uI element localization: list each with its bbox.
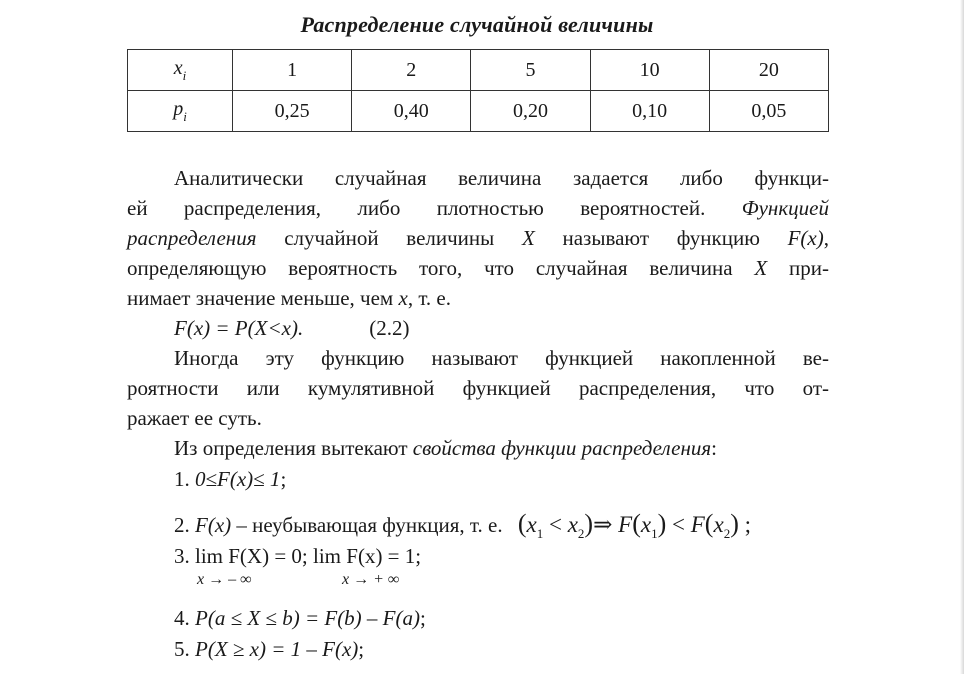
text-run: : xyxy=(711,436,717,460)
text-run: определяющую вероятность того, что случайная величина xyxy=(127,256,733,280)
limit-subscript-minus-infinity: x → – ∞ xyxy=(197,571,252,588)
limit-subscript-plus-infinity: x → + ∞ xyxy=(342,571,400,588)
paren: ( xyxy=(704,509,714,538)
item-number: 4. xyxy=(174,606,190,630)
var-italic: X xyxy=(754,256,768,280)
property-item-1 xyxy=(174,464,829,494)
paren: ) xyxy=(657,509,667,538)
math-subscript: 1 xyxy=(536,526,544,541)
text-run: , т. е. xyxy=(407,286,451,310)
paragraph-line: Иногда эту функцию называют функцией накопленной ве- xyxy=(174,346,829,370)
text-run: ; xyxy=(420,606,426,630)
distribution-table xyxy=(127,49,829,132)
formula-line xyxy=(174,313,829,343)
math-op: < xyxy=(672,512,685,537)
paren: ( xyxy=(517,509,527,538)
formula-inline: F(x) xyxy=(787,226,824,250)
paragraph-line: ражает ее суть. xyxy=(127,406,262,430)
text-run: ; xyxy=(358,637,365,661)
paren: ) xyxy=(584,509,594,538)
property-item-5 xyxy=(174,634,829,664)
implies-symbol: ⇒ xyxy=(593,512,613,537)
math-subscript: 1 xyxy=(651,526,658,541)
text-run: ей распределения, либо плотностью вероятностей. xyxy=(127,196,706,220)
table-cell: 0,25 xyxy=(233,91,352,132)
property-item-2 xyxy=(174,509,829,543)
table-row xyxy=(128,91,829,132)
math-var: F xyxy=(618,512,633,537)
formula-inline: F(x) xyxy=(195,513,232,537)
text-run: ; xyxy=(744,512,751,537)
row-header-x xyxy=(128,50,233,91)
var-italic: X xyxy=(521,226,535,250)
item-number: 1. xyxy=(174,467,190,491)
section-title: Распределение случайной величины xyxy=(300,12,654,37)
item-number: 5. xyxy=(174,637,190,661)
paren: ) xyxy=(730,509,739,538)
math-var: F xyxy=(690,512,705,537)
formula-number: (2.2) xyxy=(369,316,410,340)
term-italic: свойства функции распределения xyxy=(412,436,712,460)
math-var: x xyxy=(526,512,537,537)
math-subscript: 2 xyxy=(577,526,585,541)
text-run: случайной величины xyxy=(284,226,495,250)
math-subscript: 2 xyxy=(723,526,731,541)
paragraph-line xyxy=(174,433,829,463)
table-row xyxy=(128,50,829,91)
table-cell: 2 xyxy=(352,50,471,91)
term-italic: Функцией xyxy=(741,196,829,220)
term-italic: распределения xyxy=(127,226,257,250)
table-cell: 0,10 xyxy=(590,91,709,132)
table-cell: 0,20 xyxy=(471,91,590,132)
row-header-p xyxy=(128,91,233,132)
page-edge-shadow xyxy=(960,0,964,674)
table-cell: 20 xyxy=(709,50,828,91)
text-run: нимает значение меньше, чем xyxy=(127,286,394,310)
monotonic-formula xyxy=(517,509,751,541)
paren: ( xyxy=(632,509,641,538)
paragraph-line xyxy=(127,253,829,283)
paragraph-line xyxy=(127,283,829,313)
math-var: x xyxy=(713,512,724,537)
text-run: называют функцию xyxy=(562,226,760,250)
formula-expression: P(X ≥ x) = 1 – F(x) xyxy=(195,637,359,661)
table-cell: 10 xyxy=(590,50,709,91)
formula-expression: F(x) = P(X<x). xyxy=(174,316,304,340)
row-header-subscript: i xyxy=(183,108,187,124)
table-cell: 0,40 xyxy=(352,91,471,132)
text-run: ; xyxy=(280,467,287,491)
text-run: – неубывающая функция, т. е. xyxy=(236,513,503,537)
paragraph-line xyxy=(127,193,829,223)
property-item-3: 3. lim F(X) = 0; lim F(x) = 1; xyxy=(174,544,422,568)
math-op: < xyxy=(548,512,562,537)
property-item-4 xyxy=(174,603,829,633)
row-header-subscript: i xyxy=(182,67,187,83)
table-cell: 5 xyxy=(471,50,590,91)
text-run: при- xyxy=(789,256,829,280)
row-header-label: x xyxy=(173,56,183,79)
row-header-label: p xyxy=(173,97,184,120)
math-var: x xyxy=(567,512,578,537)
formula-expression: P(a ≤ X ≤ b) = F(b) – F(a) xyxy=(195,606,420,630)
paragraph-line: Аналитически случайная величина задается либо функци- xyxy=(174,166,829,190)
text-run: , xyxy=(823,226,829,250)
var-italic: x xyxy=(398,286,408,310)
formula-expression: 0≤F(x)≤ 1 xyxy=(195,467,281,491)
paragraph-line: роятности или кумулятивной функцией распределения, что от- xyxy=(127,376,829,400)
table-cell: 0,05 xyxy=(709,91,828,132)
paragraph-line xyxy=(127,223,829,253)
text-run: Из определения вытекают xyxy=(174,436,408,460)
table-cell: 1 xyxy=(233,50,352,91)
item-number: 2. xyxy=(174,513,190,537)
math-var: x xyxy=(640,512,652,537)
